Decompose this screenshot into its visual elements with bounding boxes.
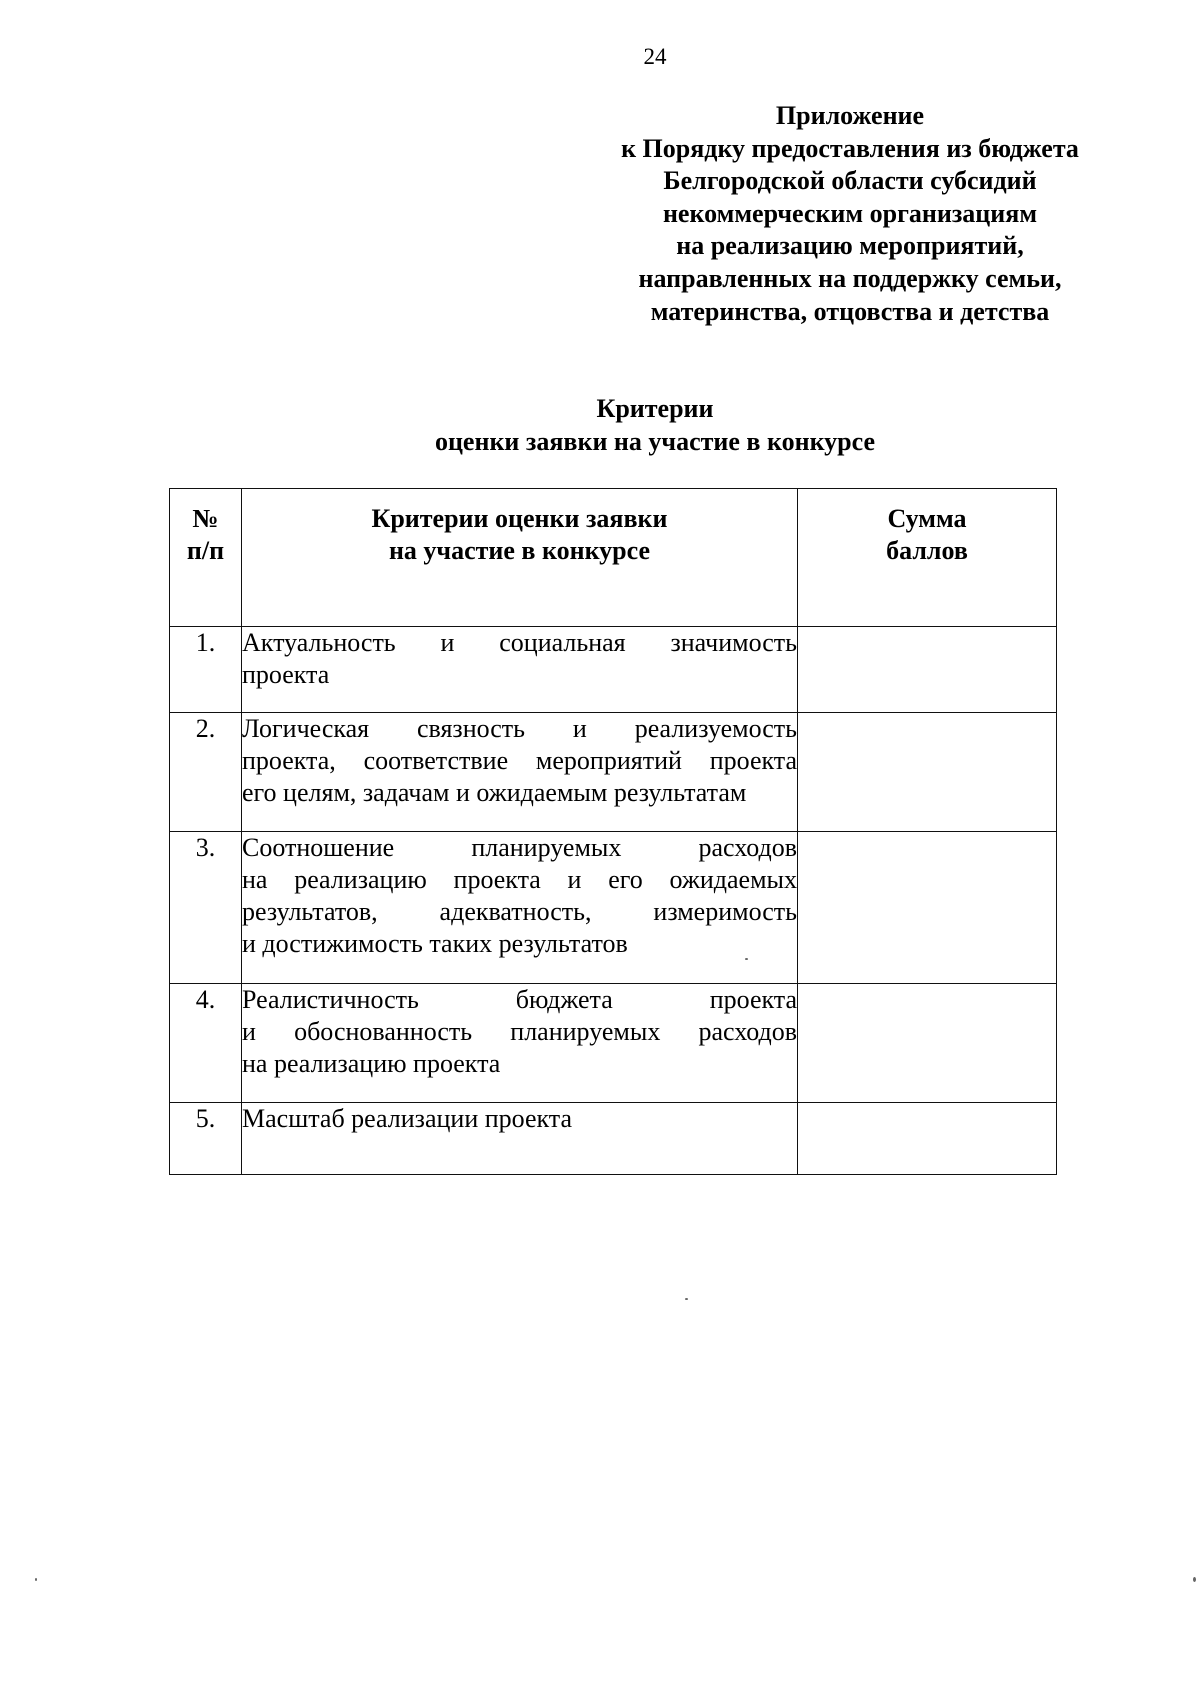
appendix-line: к Порядку предоставления из бюджета [621, 133, 1079, 163]
row-criterion [242, 627, 798, 713]
appendix-line: некоммерческим организациям [662, 198, 1038, 228]
appendix-line: направленных на поддержку семьи, [638, 263, 1062, 293]
table-header-row [170, 489, 1057, 627]
scan-speck [35, 1578, 37, 1581]
table-row [170, 1103, 1057, 1175]
row-score [798, 627, 1057, 713]
row-score [798, 984, 1057, 1103]
criterion-line: Реалистичность бюджета проекта [242, 985, 797, 1014]
row-number: 1. [170, 627, 242, 713]
criterion-line: Соотношение планируемых расходов [242, 833, 797, 862]
table-row [170, 984, 1057, 1103]
appendix-line: Приложение [775, 101, 925, 130]
title-line-1: Критерии [596, 394, 714, 423]
criterion-line: его целям, задачам и ожидаемым результатам [242, 778, 747, 807]
header-number-line-2: п/п [186, 536, 225, 565]
criterion-line: Логическая связность и реализуемость [242, 714, 797, 743]
criterion-line: Актуальность и социальная значимость [242, 628, 797, 657]
title-line-2: оценки заявки на участие в конкурсе [434, 427, 876, 456]
document-title [0, 392, 1200, 458]
header-sum [798, 489, 1057, 627]
header-criteria [242, 489, 798, 627]
scan-speck [1193, 1577, 1196, 1582]
row-criterion [242, 984, 798, 1103]
page-number: 24 [643, 44, 667, 69]
row-score [798, 713, 1057, 832]
row-criterion [242, 1103, 798, 1175]
appendix-line: на реализацию мероприятий, [676, 231, 1024, 261]
appendix-line: материнства, отцовства и детства [650, 296, 1050, 326]
header-number [170, 489, 242, 627]
header-sum-line-1: Сумма [887, 504, 967, 533]
criterion-line: Масштаб реализации проекта [242, 1104, 573, 1133]
criteria-table [169, 488, 1057, 1175]
criterion-line: проекта, соответствие мероприятий проекта [242, 746, 797, 775]
criterion-line: и обоснованность планируемых расходов [242, 1017, 797, 1046]
row-number: 3. [170, 832, 242, 984]
scan-speck [745, 958, 748, 960]
header-number-line-1: № [192, 504, 219, 533]
row-score [798, 832, 1057, 984]
table-row [170, 627, 1057, 713]
appendix-line: Белгородской области субсидий [663, 166, 1037, 196]
table-row [170, 832, 1057, 984]
scan-speck [685, 1298, 688, 1300]
row-criterion [242, 713, 798, 832]
row-score [798, 1103, 1057, 1175]
criterion-line: результатов, адекватность, измеримость [242, 897, 797, 926]
row-number: 4. [170, 984, 242, 1103]
criterion-line: на реализацию проекта [242, 1049, 501, 1078]
criterion-line: проекта [242, 660, 330, 689]
appendix-heading [590, 100, 1110, 328]
row-number: 2. [170, 713, 242, 832]
criterion-line: и достижимость таких результатов [242, 929, 628, 958]
header-sum-line-2: баллов [886, 536, 968, 565]
row-criterion [242, 832, 798, 984]
header-criteria-line-1: Критерии оценки заявки [371, 504, 668, 533]
row-number: 5. [170, 1103, 242, 1175]
table-row [170, 713, 1057, 832]
header-criteria-line-2: на участие в конкурсе [388, 536, 651, 565]
criterion-line: на реализацию проекта и его ожидаемых [242, 865, 797, 894]
